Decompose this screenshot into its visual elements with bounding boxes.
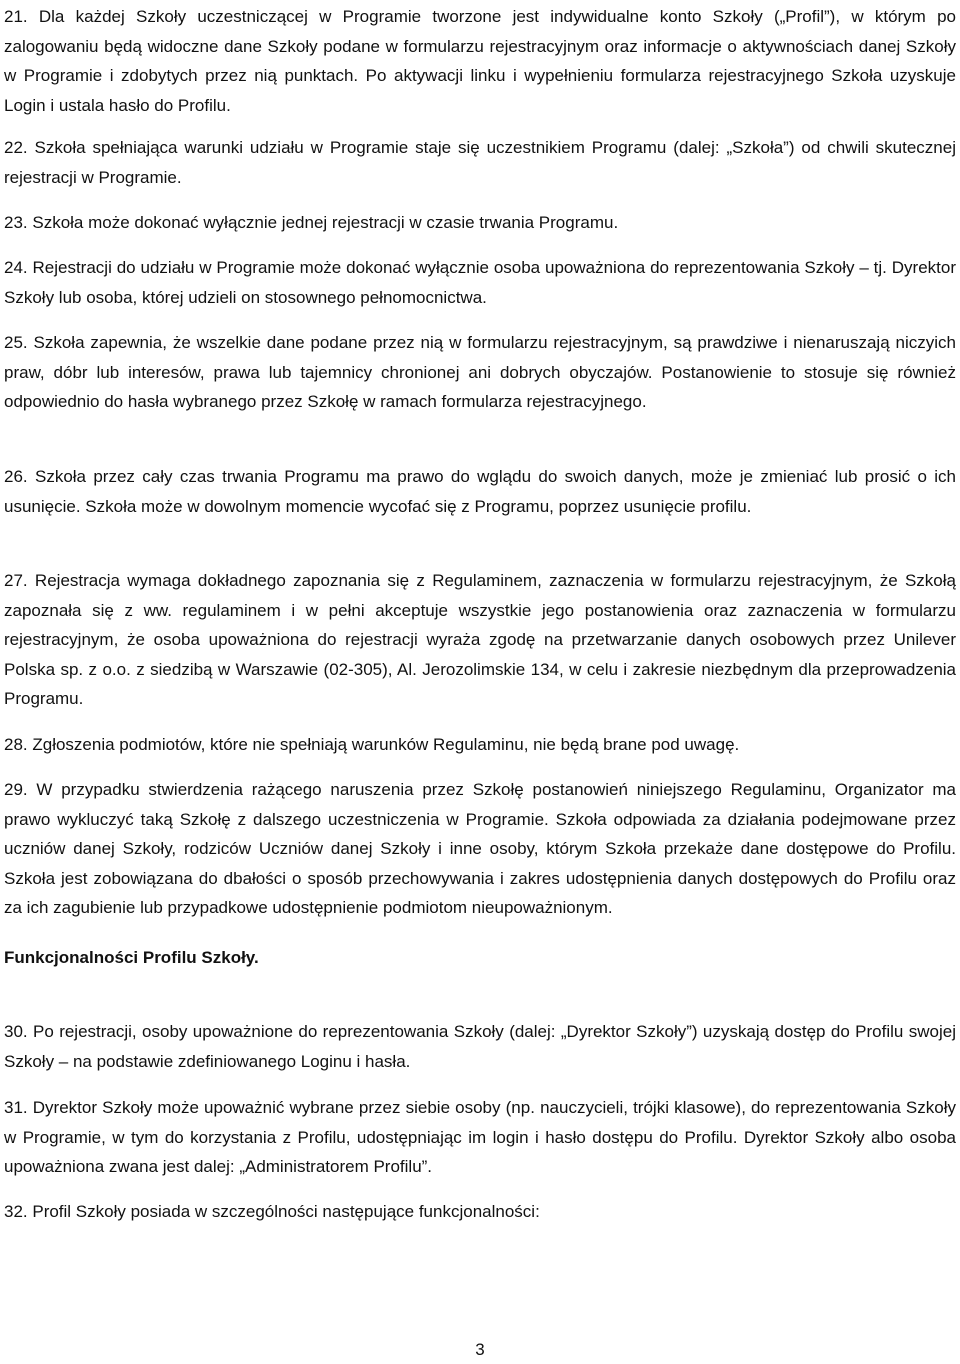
paragraph-21: 21. Dla każdej Szkoły uczestniczącej w Programie tworzone jest indywidualne konto Szkoły („Profil”), w którym po zalogowaniu będą widoczne dane Szkoły podane w formularzu rejestracyjnym oraz informacje o aktywnościach danej Szkoły w Programie i zdobytych przez nią punktach. Po aktywacji linku i wypełnieniu formularza rejestracyjnego Szkoła uzyskuje Login i ustala hasło do Profilu. (4, 7, 956, 115)
paragraph-32: 32. Profil Szkoły posiada w szczególności następujące funkcjonalności: (4, 1202, 540, 1221)
paragraph-22: 22. Szkoła spełniająca warunki udziału w Programie staje się uczestnikiem Programu (dalej: „Szkoła”) od chwili skutecznej rejestracji w Programie. (4, 138, 956, 187)
section-heading: Funkcjonalności Profilu Szkoły. (4, 948, 259, 967)
paragraph-25: 25. Szkoła zapewnia, że wszelkie dane podane przez nią w formularzu rejestracyjnym, są prawdziwe i nienaruszają niczyich praw, dóbr lub interesów, prawa lub tajemnicy chronionej ani dobrych obyczajów. Postanowienie to stosuje się również odpowiednio do hasła wybranego przez Szkołę w ramach formularza rejestracyjnego. (4, 333, 956, 412)
paragraph-26: 26. Szkoła przez cały czas trwania Programu ma prawo do wglądu do swoich danych, może je zmieniać lub prosić o ich usunięcie. Szkoła może w dowolnym momencie wycofać się z Programu, poprzez usunięcie profilu. (4, 467, 956, 516)
paragraph-29: 29. W przypadku stwierdzenia rażącego naruszenia przez Szkołę postanowień niniejszego Regulaminu, Organizator ma prawo wykluczyć taką Szkołę z dalszego uczestniczenia w Programie. Szkoła odpowiada za działania podejmowane przez uczniów danej Szkoły, rodziców Uczniów danej Szkoły i inne osoby, którym Szkoła przekaże dane dostępowe do Profilu. Szkoła jest zobowiązana do dbałości o sposób przechowywania i zakres udostępnienia danych dostępowych do Profilu oraz za ich zagubienie lub przypadkowe udostępnienie podmiotom nieupoważnionym. (4, 780, 956, 918)
paragraph-27: 27. Rejestracja wymaga dokładnego zapoznania się z Regulaminem, zaznaczenia w formularzu rejestracyjnym, że Szkołą zapoznała się z ww. regulaminem i w pełni akceptuje wszystkie jego postanowienia oraz zaznaczenia w formularzu rejestracyjnym, że osoba upoważniona do rejestracji wyraża zgodę na przetwarzanie danych osobowych przez Unilever Polska sp. z o.o. z siedzibą w Warszawie (02-305), Al. Jerozolimskie 134, w celu i zakresie niezbędnym dla przeprowadzenia Programu. (4, 571, 956, 709)
paragraph-31: 31. Dyrektor Szkoły może upoważnić wybrane przez siebie osoby (np. nauczycieli, trójki klasowe), do reprezentowania Szkoły w Programie, w tym do korzystania z Profilu, udostępniając im login i hasło dostępu do Profilu. Dyrektor Szkoły albo osoba upoważniona zwana jest dalej: „Administratorem Profilu”. (4, 1098, 956, 1177)
paragraph-23: 23. Szkoła może dokonać wyłącznie jednej rejestracji w czasie trwania Programu. (4, 213, 619, 232)
paragraph-30: 30. Po rejestracji, osoby upoważnione do reprezentowania Szkoły (dalej: „Dyrektor Szkoły”) uzyskają dostęp do Profilu swojej Szkoły – na podstawie zdefiniowanego Loginu i hasła. (4, 1022, 956, 1071)
paragraph-24: 24. Rejestracji do udziału w Programie może dokonać wyłącznie osoba upoważniona do reprezentowania Szkoły – tj. Dyrektor Szkoły lub osoba, której udzieli on stosownego pełnomocnictwa. (4, 258, 956, 307)
paragraph-28: 28. Zgłoszenia podmiotów, które nie spełniają warunków Regulaminu, nie będą brane pod uwagę. (4, 735, 740, 754)
page-number: 3 (475, 1340, 485, 1359)
